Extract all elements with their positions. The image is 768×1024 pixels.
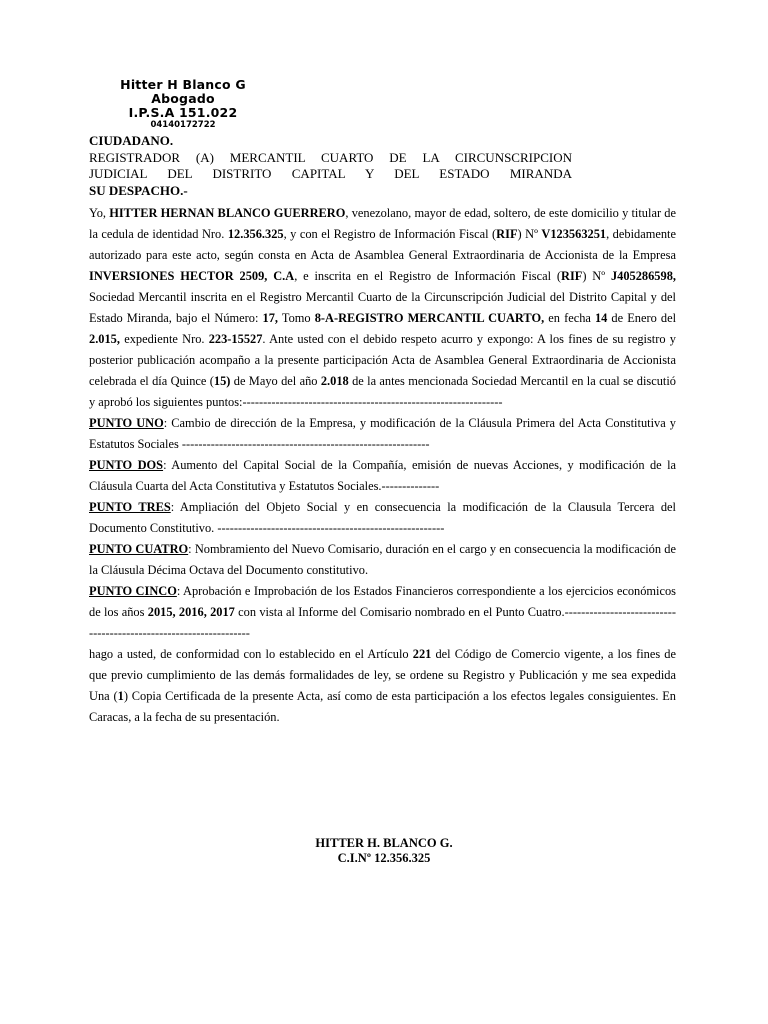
closing-paragraph [89, 644, 676, 728]
letter-body [89, 203, 676, 728]
assembly-day: 15) [213, 374, 231, 388]
recipient-closing: SU DESPACHO.- [89, 182, 188, 198]
point-five-text: : Aprobación e Improbación de los Estados Financieros correspondiente a los ejercicios económicos de los años [89, 584, 677, 619]
point-five [89, 581, 676, 644]
text-span: Yo, [89, 206, 110, 220]
lawyer-name: Hitter H Blanco G [120, 77, 246, 92]
recipient-block [89, 133, 589, 199]
letterhead [108, 78, 258, 130]
recipient-line-2: REGISTRADOR (A) MERCANTIL CUARTO DE LA CIRCUNSCRIPCION [89, 149, 572, 165]
point-four-label: PUNTO CUATRO [89, 542, 189, 556]
company-rif: J405286598, [610, 269, 676, 283]
point-one-label: PUNTO UNO [89, 416, 164, 430]
point-five-label: PUNTO CINCO [89, 584, 177, 598]
point-four-text: : Nombramiento del Nuevo Comisario, duración en el cargo y en consecuencia la modificación de la Cláusula Décima Octava del Documento constitutivo. [89, 542, 676, 577]
file-number: 223-15527 [208, 332, 263, 346]
point-three [89, 497, 676, 539]
point-five-text: con vista al Informe del Comisario nombrado en el Punto Cuatro.------------------------------------------------------------------ [89, 605, 676, 640]
recipient-line-3: JUDICIAL DEL DISTRITO CAPITAL Y DEL ESTADO MIRANDA [89, 166, 572, 181]
company-name: INVERSIONES HECTOR 2509, C.A [89, 269, 295, 283]
text-span: ) Nº [517, 227, 542, 241]
personal-rif: V123563251 [541, 227, 607, 241]
copy-count: 1 [117, 689, 124, 703]
text-span: ) Nº [582, 269, 611, 283]
signer-name: HITTER H. BLANCO G. [315, 836, 453, 850]
rif-label: RIF [496, 227, 518, 241]
ipsa-number: I.P.S.A 151.022 [128, 105, 238, 120]
text-span: ) Copia Certificada de la presente Acta, así como de esta participación a los efectos legales consiguientes. En Caracas, a la fecha de su presentación. [89, 689, 676, 724]
assembly-year: 2.018 [320, 374, 349, 388]
rif-label: RIF [561, 269, 583, 283]
text-span: , venezolano, mayor de edad, soltero, de este domicilio y titular de la cedula de identidad Nro. [89, 206, 676, 241]
text-span: en fecha [544, 311, 595, 325]
text-span: hago a usted, de conformidad con lo establecido en el Artículo [89, 647, 413, 661]
phone-number: 04140172722 [150, 120, 216, 130]
registry-year: 2.015, [89, 332, 120, 346]
signer-id: C.I.Nº 12.356.325 [337, 851, 431, 865]
point-one-text: : Cambio de dirección de la Empresa, y modificación de la Cláusula Primera del Acta Constitutiva y Estatutos Sociales ------------------------------------------------------------ [89, 416, 676, 451]
text-span: , debidamente autorizado para este acto, según consta en Acta de Asamblea General Extraordinaria de Accionista de la Empresa [89, 227, 676, 262]
point-three-text: : Ampliación del Objeto Social y en consecuencia la modificación de la Clausula Tercera del Documento Constitutivo. ------------------------------------------------------- [89, 500, 676, 535]
text-span: de la antes mencionada Sociedad Mercantil en la cual se discutió y aprobó los siguientes puntos:--------------------------------------------------------------- [89, 374, 676, 409]
signature-block [0, 836, 768, 866]
recipient-salutation: CIUDADANO. [89, 133, 174, 148]
point-one [89, 413, 676, 455]
article-number: 221 [412, 647, 432, 661]
text-span: , y con el Registro de Información Fiscal ( [283, 227, 497, 241]
text-span: , e inscrita en el Registro de Información Fiscal ( [294, 269, 562, 283]
point-two-label: PUNTO DOS [89, 458, 164, 472]
text-span: expediente Nro. [119, 332, 209, 346]
text-span: . Ante usted con el debido respeto acurro y expongo: A los fines de su registro y posterior publicación acompaño a la presente participación Acta de Asamblea General Extraordinaria de Accionista celebrada el día Quince ( [89, 332, 676, 388]
lawyer-title: Abogado [151, 91, 215, 106]
registry-day: 14 [594, 311, 608, 325]
id-number: 12.356.325 [227, 227, 284, 241]
point-two-text: : Aumento del Capital Social de la Compañía, emisión de nuevas Acciones, y modificación de la Cláusula Cuarta del Acta Constitutiva y Estatutos Sociales.-------------- [89, 458, 677, 493]
registry-tomo: 8-A-REGISTRO MERCANTIL CUARTO, [314, 311, 545, 325]
text-span: de Mayo del año [230, 374, 321, 388]
point-two [89, 455, 676, 497]
intro-paragraph [89, 203, 676, 413]
text-span: del Código de Comercio vigente, a los fines de que previo cumplimiento de las demás formalidades de ley, se ordene su Registro y Publicación y me sea expedida Una ( [89, 647, 677, 703]
registry-number: 17, [262, 311, 279, 325]
text-span: Sociedad Mercantil inscrita en el Registro Mercantil Cuarto de la Circunscripción Judicial del Distrito Capital y del Estado Miranda, bajo el Número: [89, 290, 676, 325]
point-four [89, 539, 676, 581]
text-span: de Enero del [607, 311, 677, 325]
point-three-label: PUNTO TRES [89, 500, 171, 514]
text-span: Tomo [278, 311, 315, 325]
declarant-name: HITTER HERNAN BLANCO GUERRERO [109, 206, 346, 220]
fiscal-years: 2015, 2016, 2017 [147, 605, 235, 619]
